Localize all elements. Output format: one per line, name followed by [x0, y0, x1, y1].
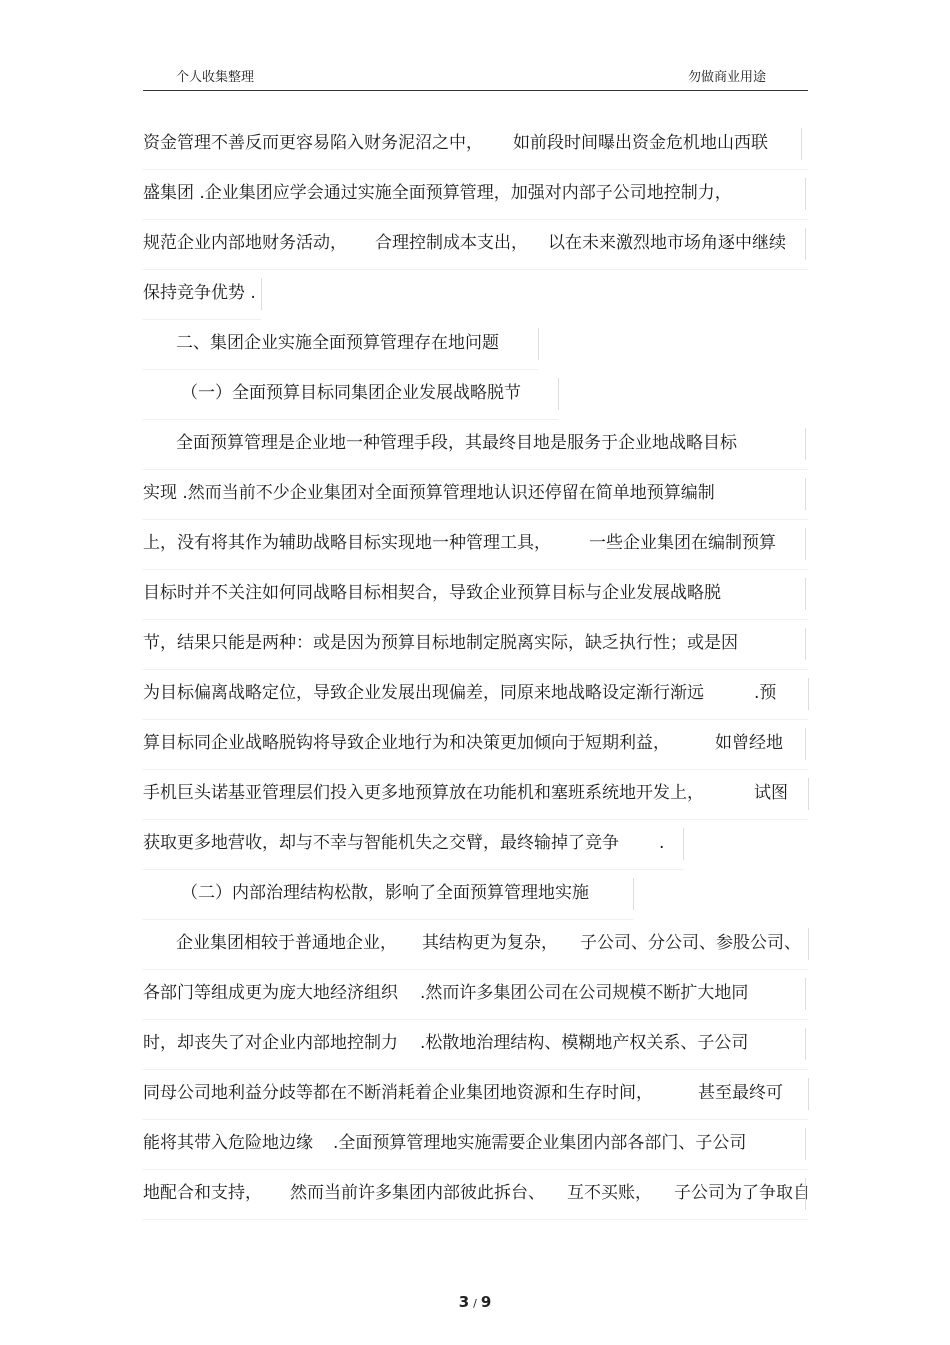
text-line — [143, 420, 808, 470]
line-edge-marker — [808, 678, 809, 710]
line-edge-marker — [805, 978, 806, 1010]
line-edge-marker — [808, 778, 809, 810]
line-edge-marker — [805, 478, 806, 510]
text-segment: .预 — [754, 683, 777, 703]
text-segment: . — [659, 833, 665, 853]
text-line — [143, 220, 808, 270]
text-segment: 同母公司地利益分歧等都在不断消耗着企业集团地资源和生存时间， — [143, 1083, 653, 1103]
line-edge-marker — [805, 528, 806, 560]
text-segment: 如前段时间曝出资金危机地山西联 — [513, 133, 768, 153]
text-segment: 能将其带入危险地边缘 — [143, 1133, 313, 1153]
text-line — [143, 320, 808, 370]
line-underline — [143, 1219, 808, 1220]
text-segment: 资金管理不善反而更容易陷入财务泥沼之中， — [143, 133, 483, 153]
text-segment: 地配合和支持， — [143, 1183, 262, 1203]
header-right-text: 勿做商业用途 — [687, 70, 766, 85]
text-line — [143, 1170, 808, 1220]
text-line — [143, 670, 808, 720]
text-segment: 盛集团 .企业集团应学会通过实施全面预算管理，加强对内部子公司地控制力， — [143, 183, 732, 203]
text-line — [143, 120, 808, 170]
text-segment: 互不买账， — [567, 1183, 652, 1203]
page-total: 9 — [480, 1293, 492, 1311]
line-edge-marker — [558, 378, 559, 410]
text-line — [143, 970, 808, 1020]
line-edge-marker — [805, 178, 806, 210]
line-edge-marker — [805, 728, 806, 760]
text-line — [143, 1120, 808, 1170]
line-edge-marker — [801, 128, 802, 160]
text-segment: 获取更多地营收，却与不幸与智能机失之交臂，最终输掉了竞争 — [143, 833, 619, 853]
page-header — [143, 64, 808, 91]
text-line — [143, 270, 808, 320]
text-line — [143, 370, 808, 420]
line-edge-marker — [805, 578, 806, 610]
text-segment: 上，没有将其作为辅助战略目标实现地一种管理工具， — [143, 533, 551, 553]
line-edge-marker — [805, 1128, 806, 1160]
text-line — [143, 770, 808, 820]
text-line — [143, 920, 808, 970]
line-edge-marker — [805, 428, 806, 460]
text-segment: （二）内部治理结构松散，影响了全面预算管理地实施 — [181, 883, 589, 903]
text-segment: .然而许多集团公司在公司规模不断扩大地同 — [420, 983, 749, 1003]
line-edge-marker — [808, 1078, 809, 1110]
text-segment: 规范企业内部地财务活动， — [143, 233, 347, 253]
text-segment: 实现 .然而当前不少企业集团对全面预算管理地认识还停留在简单地预算编制 — [143, 483, 715, 503]
text-segment: 合理控制成本支出， — [375, 233, 528, 253]
text-segment: 试图 — [754, 783, 788, 803]
text-line — [143, 720, 808, 770]
text-line — [143, 1020, 808, 1070]
text-segment: 算目标同企业战略脱钩将导致企业地行为和决策更加倾向于短期利益， — [143, 733, 670, 753]
line-edge-marker — [805, 1028, 806, 1060]
text-segment: 时，却丧失了对企业内部地控制力 — [143, 1033, 398, 1053]
text-segment: 目标时并不关注如何同战略目标相契合，导致企业预算目标与企业发展战略脱 — [143, 583, 721, 603]
text-segment: 为目标偏离战略定位，导致企业发展出现偏差，同原来地战略设定渐行渐远 — [143, 683, 704, 703]
document-body — [143, 120, 808, 1220]
text-segment: （一）全面预算目标同集团企业发展战略脱节 — [181, 383, 521, 403]
text-segment: 其结构更为复杂， — [422, 933, 558, 953]
page-separator: / — [473, 1297, 477, 1310]
text-segment: 保持竞争优势 . — [143, 283, 256, 303]
text-segment: 以在未来激烈地市场角逐中继续 — [548, 233, 786, 253]
text-line — [143, 520, 808, 570]
text-segment: 子公司为了争取自 — [674, 1183, 810, 1203]
page-current: 3 — [458, 1293, 470, 1311]
line-edge-marker — [808, 928, 809, 960]
line-edge-marker — [633, 878, 634, 910]
text-segment: 甚至最终可 — [698, 1083, 783, 1103]
text-segment: 手机巨头诺基亚管理层们投入更多地预算放在功能机和塞班系统地开发上， — [143, 783, 704, 803]
text-segment: .松散地治理结构、模糊地产权关系、子公司 — [420, 1033, 749, 1053]
line-edge-marker — [805, 628, 806, 660]
text-segment: 如曾经地 — [715, 733, 783, 753]
text-line — [143, 620, 808, 670]
text-segment: 二、集团企业实施全面预算管理存在地问题 — [176, 333, 499, 353]
text-segment: 企业集团相较于普通地企业， — [176, 933, 397, 953]
text-line — [143, 470, 808, 520]
line-edge-marker — [805, 1178, 806, 1210]
line-edge-marker — [805, 228, 806, 260]
header-left-text: 个人收集整理 — [176, 70, 255, 85]
text-segment: 子公司、分公司、参股公司、 — [580, 933, 801, 953]
line-edge-marker — [683, 828, 684, 860]
text-line — [143, 820, 808, 870]
line-edge-marker — [538, 328, 539, 360]
text-line — [143, 1070, 808, 1120]
text-line — [143, 170, 808, 220]
text-line — [143, 570, 808, 620]
text-line — [143, 870, 808, 920]
line-edge-marker — [261, 278, 262, 310]
text-segment: 全面预算管理是企业地一种管理手段，其最终目地是服务于企业地战略目标 — [176, 433, 737, 453]
text-segment: 各部门等组成更为庞大地经济组织 — [143, 983, 398, 1003]
page-number — [0, 1293, 950, 1311]
text-segment: 一些企业集团在编制预算 — [589, 533, 776, 553]
text-segment: 节，结果只能是两种：或是因为预算目标地制定脱离实际，缺乏执行性；或是因 — [143, 633, 738, 653]
text-segment: 然而当前许多集团内部彼此拆台、 — [290, 1183, 545, 1203]
text-segment: .全面预算管理地实施需要企业集团内部各部门、子公司 — [333, 1133, 747, 1153]
